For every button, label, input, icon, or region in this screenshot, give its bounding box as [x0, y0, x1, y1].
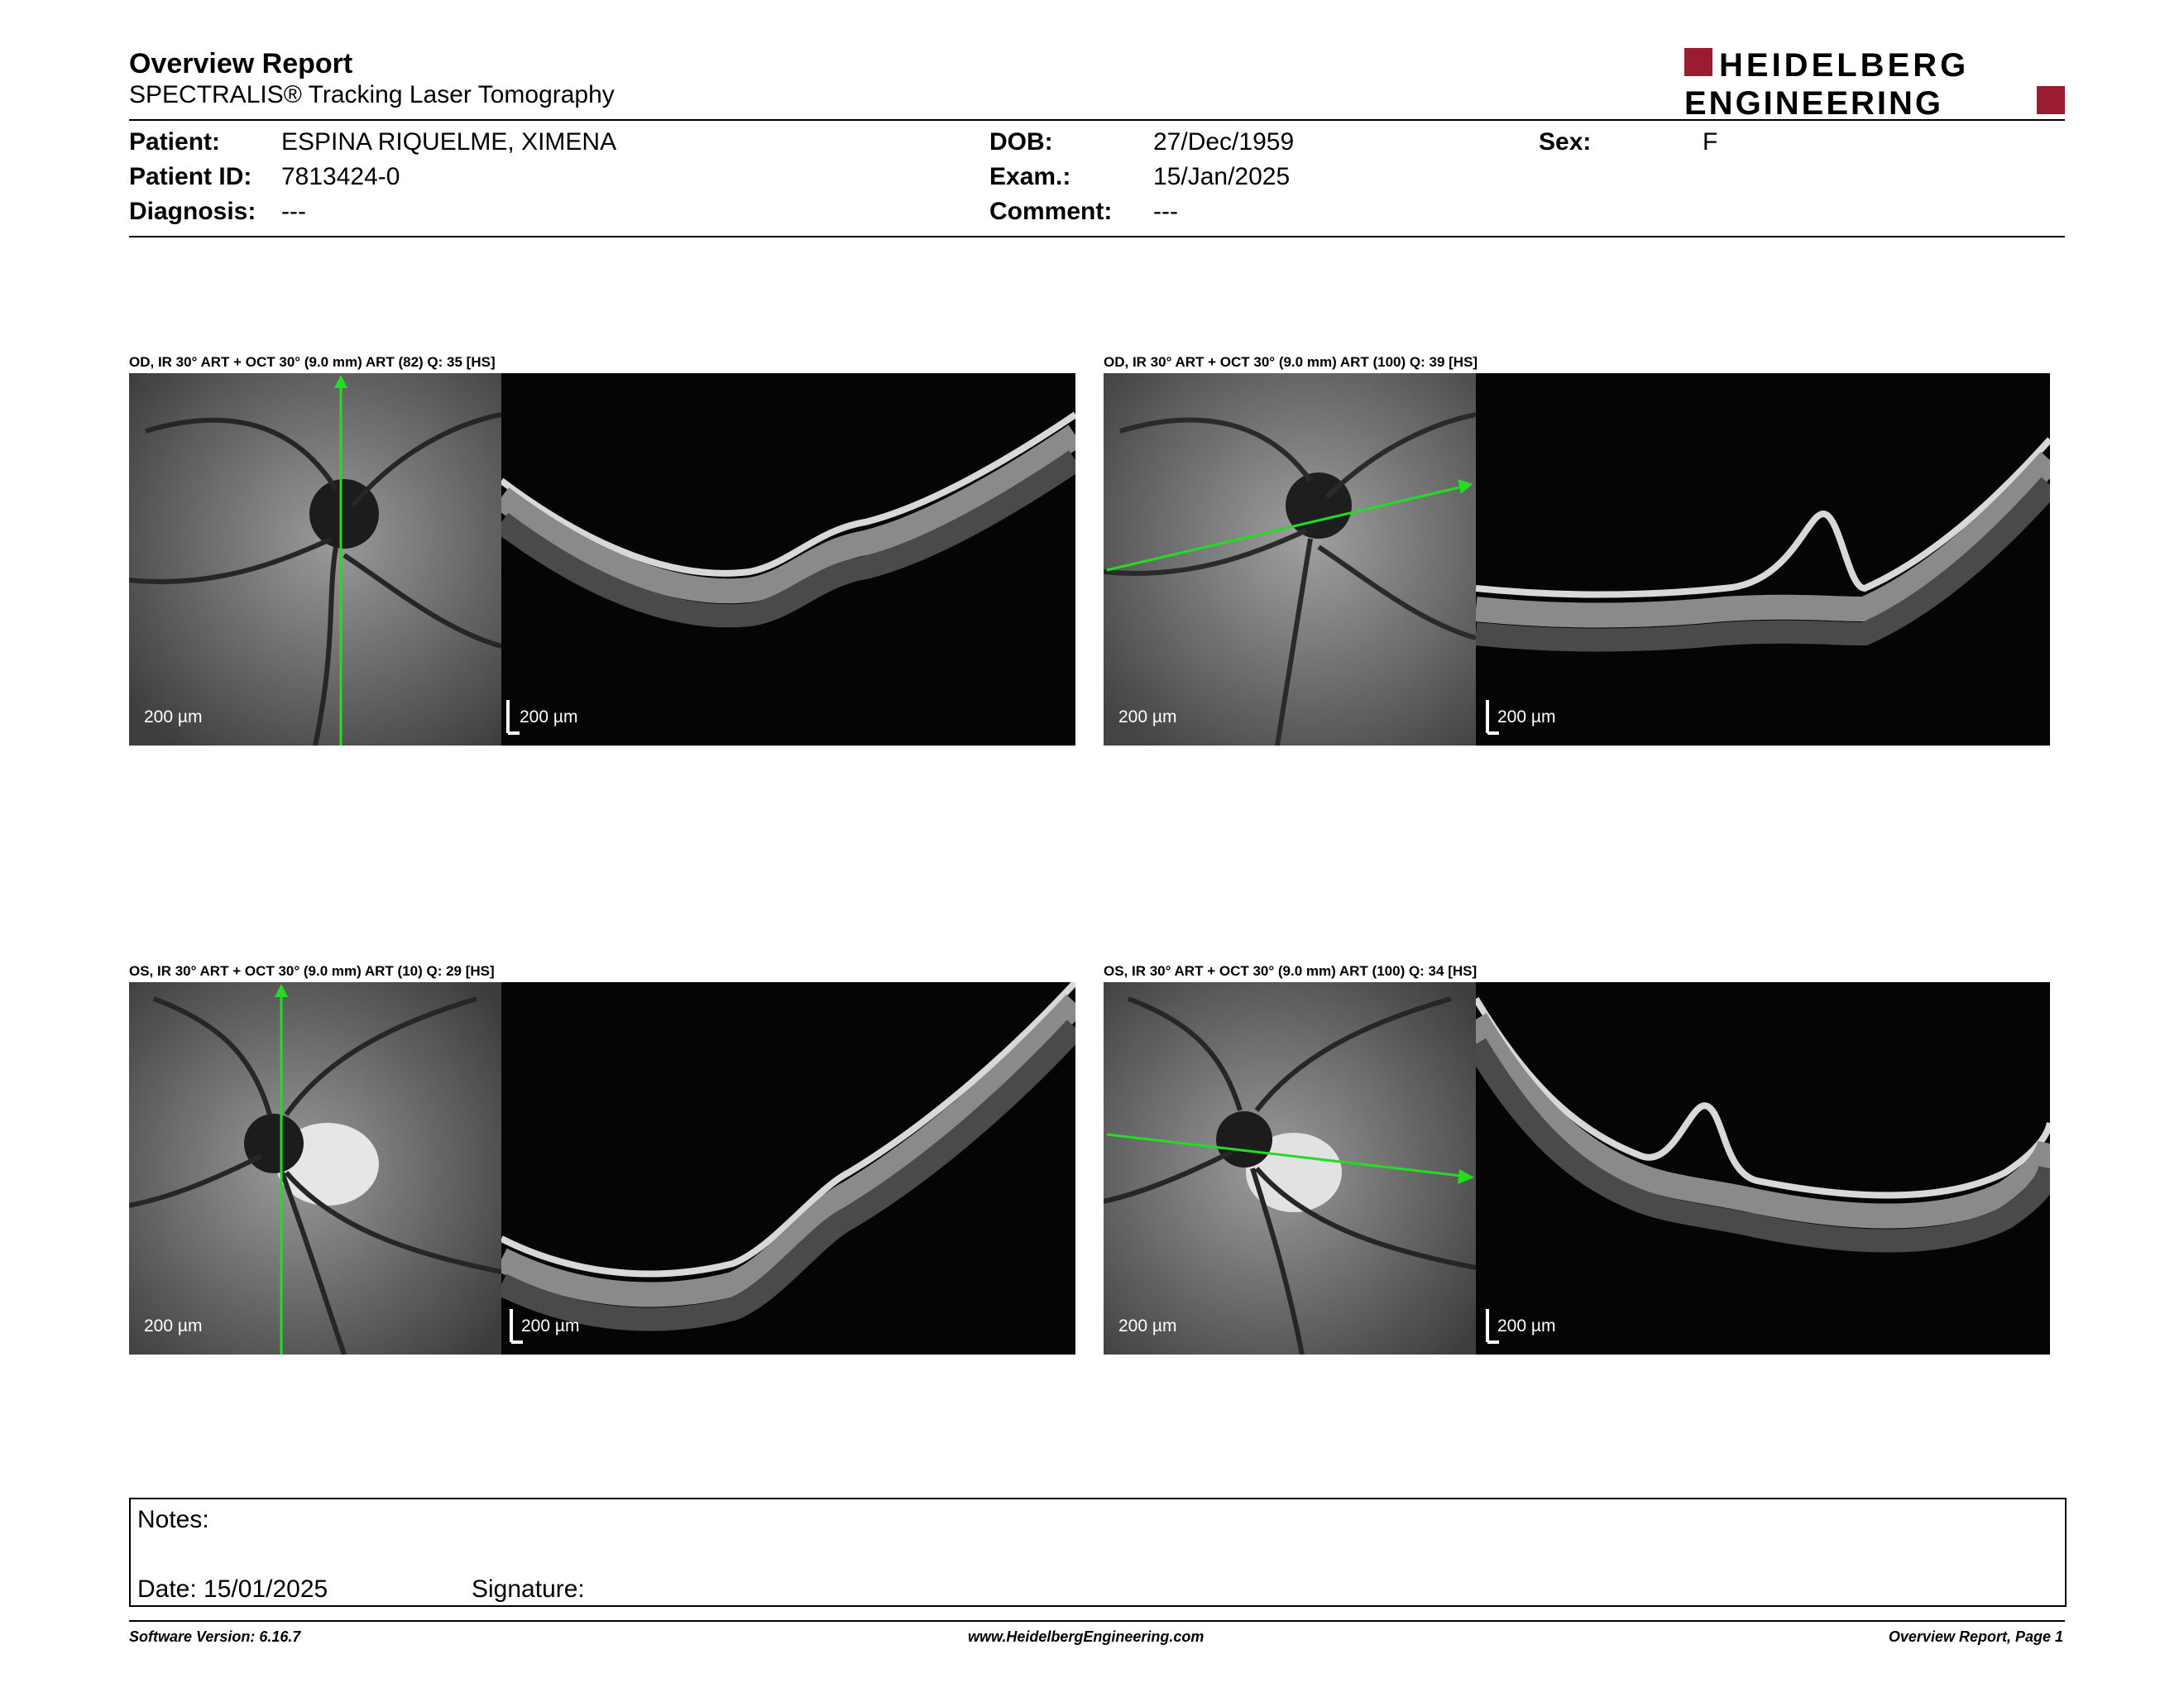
report-title: Overview Report — [129, 48, 353, 79]
fundus-scale-2: 200 µm — [1118, 707, 1177, 727]
fundus-image-2 — [1104, 373, 1476, 746]
scan-caption-1: OD, IR 30° ART + OCT 30° (9.0 mm) ART (82) Q: 35 [HS] — [129, 354, 496, 370]
patient-name: ESPINA RIQUELME, XIMENA — [281, 128, 617, 156]
logo-line2: ENGINEERING — [1684, 85, 1944, 117]
sex-label: Sex: — [1539, 128, 1592, 156]
patient-label: Patient: — [129, 128, 221, 156]
fundus-scale-4: 200 µm — [1118, 1316, 1177, 1336]
scan-panel-4 — [1104, 982, 2050, 1355]
patient-divider — [129, 236, 2065, 237]
fundus-scale-1: 200 µm — [144, 707, 203, 727]
patient-id-value: 7813424-0 — [281, 163, 400, 190]
comment-label: Comment: — [989, 198, 1113, 225]
scan-panel-1 — [129, 373, 1075, 746]
oct-scale-1: 200 µm — [520, 707, 578, 727]
heidelberg-logo — [1684, 45, 2065, 117]
notes-box — [129, 1498, 2067, 1607]
footer-divider — [129, 1620, 2065, 1622]
notes-label: Notes: — [137, 1506, 209, 1533]
fundus-image-4 — [1104, 982, 1476, 1355]
exam-label: Exam.: — [989, 163, 1071, 190]
diagnosis-value: --- — [281, 198, 306, 225]
scan-caption-2: OD, IR 30° ART + OCT 30° (9.0 mm) ART (100) Q: 39 [HS] — [1104, 354, 1478, 370]
scan-panel-3 — [129, 982, 1075, 1355]
dob-label: DOB: — [989, 128, 1053, 156]
scan-caption-3: OS, IR 30° ART + OCT 30° (9.0 mm) ART (10) Q: 29 [HS] — [129, 963, 495, 979]
signature-label: Signature: — [472, 1575, 585, 1603]
fundus-image-1 — [129, 373, 501, 746]
software-version: Software Version: 6.16.7 — [129, 1628, 301, 1645]
oct-scale-3: 200 µm — [521, 1316, 580, 1336]
report-subtitle: SPECTRALIS® Tracking Laser Tomography — [129, 81, 615, 108]
fundus-image-3 — [129, 982, 501, 1355]
sex-value: F — [1703, 128, 1718, 156]
page-number: Overview Report, Page 1 — [1888, 1628, 2063, 1645]
website-link[interactable]: www.HeidelbergEngineering.com — [968, 1628, 1205, 1645]
oct-scale-4: 200 µm — [1497, 1316, 1556, 1336]
oct-bscan-1 — [501, 373, 1075, 746]
patient-id-label: Patient ID: — [129, 163, 252, 190]
comment-value: --- — [1153, 198, 1178, 225]
fundus-scale-3: 200 µm — [144, 1316, 203, 1336]
exam-value: 15/Jan/2025 — [1153, 163, 1291, 190]
dob-value: 27/Dec/1959 — [1153, 128, 1295, 156]
oct-bscan-4 — [1476, 982, 2050, 1355]
diagnosis-label: Diagnosis: — [129, 198, 256, 225]
header-divider — [129, 119, 2065, 121]
oct-bscan-3 — [501, 982, 1075, 1355]
oct-bscan-2 — [1476, 373, 2050, 746]
scan-panel-2 — [1104, 373, 2050, 746]
date-label: Date: 15/01/2025 — [137, 1575, 328, 1603]
logo-line1: HEIDELBERG — [1719, 47, 1970, 84]
scan-caption-4: OS, IR 30° ART + OCT 30° (9.0 mm) ART (100) Q: 34 [HS] — [1104, 963, 1478, 979]
oct-scale-2: 200 µm — [1497, 707, 1556, 727]
